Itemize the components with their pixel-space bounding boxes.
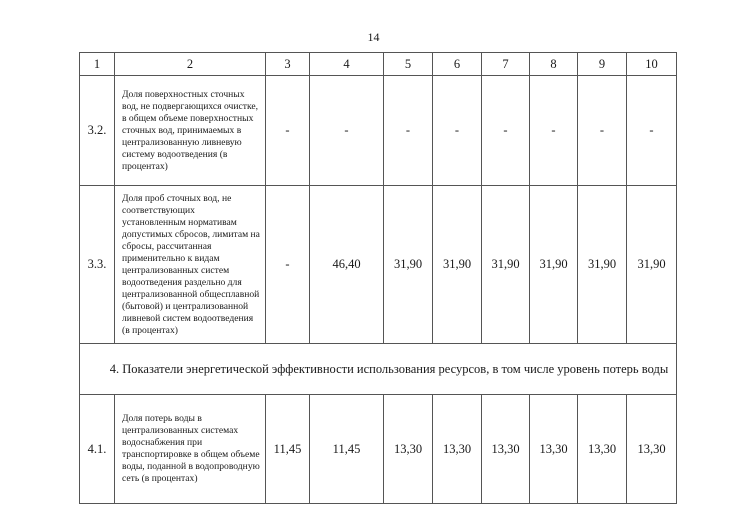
header-cell: 8 xyxy=(530,53,578,76)
value-cell: 11,45 xyxy=(266,395,310,504)
value-cell: 31,90 xyxy=(482,186,530,344)
value-cell: 13,30 xyxy=(530,395,578,504)
value-cell: 13,30 xyxy=(384,395,433,504)
header-cell: 3 xyxy=(266,53,310,76)
table-header-row xyxy=(80,53,677,76)
value-cell: 13,30 xyxy=(578,395,627,504)
indicators-table xyxy=(79,52,677,504)
header-cell: 6 xyxy=(433,53,482,76)
header-cell: 10 xyxy=(627,53,677,76)
value-cell: 46,40 xyxy=(310,186,384,344)
header-cell: 7 xyxy=(482,53,530,76)
value-cell: - xyxy=(266,76,310,186)
row-description: Доля поверхностных сточных вод, не подвергающихся очистке, в общем объеме поверхностных сточных вод, принимаемых в централизованную ливневую систему водоотведения (в процентах) xyxy=(115,76,266,186)
value-cell: - xyxy=(482,76,530,186)
row-id: 3.2. xyxy=(80,76,115,186)
value-cell: 11,45 xyxy=(310,395,384,504)
value-cell: - xyxy=(310,76,384,186)
header-cell: 1 xyxy=(80,53,115,76)
table-row xyxy=(80,76,677,186)
value-cell: - xyxy=(433,76,482,186)
value-cell: 13,30 xyxy=(433,395,482,504)
value-cell: 31,90 xyxy=(530,186,578,344)
value-cell: 13,30 xyxy=(482,395,530,504)
value-cell: 31,90 xyxy=(433,186,482,344)
value-cell: - xyxy=(530,76,578,186)
table-row xyxy=(80,186,677,344)
row-description: Доля проб сточных вод, не соответствующих установленным нормативам допустимых сбросов, лимитам на сбросы, рассчитанная применительно к видам централизованных систем водоотведения раздельно для централизованной общесплавной (бытовой) и централизованной ливневой систем водоотведения (в процентах) xyxy=(115,186,266,344)
row-id: 3.3. xyxy=(80,186,115,344)
section-header-row xyxy=(80,344,677,395)
value-cell: 31,90 xyxy=(627,186,677,344)
value-cell: - xyxy=(266,186,310,344)
header-cell: 9 xyxy=(578,53,627,76)
row-description: Доля потерь воды в централизованных системах водоснабжения при транспортировке в общем объеме воды, поданной в водопроводную сеть (в процентах) xyxy=(115,395,266,504)
value-cell: 13,30 xyxy=(627,395,677,504)
header-cell: 5 xyxy=(384,53,433,76)
row-id: 4.1. xyxy=(80,395,115,504)
page-number: 14 xyxy=(367,30,380,44)
value-cell: - xyxy=(578,76,627,186)
section-title: 4. Показатели энергетической эффективности использования ресурсов, в том числе уровень потерь воды xyxy=(80,344,677,395)
value-cell: - xyxy=(384,76,433,186)
header-cell: 2 xyxy=(115,53,266,76)
header-cell: 4 xyxy=(310,53,384,76)
value-cell: 31,90 xyxy=(578,186,627,344)
table-row xyxy=(80,395,677,504)
value-cell: - xyxy=(627,76,677,186)
value-cell: 31,90 xyxy=(384,186,433,344)
